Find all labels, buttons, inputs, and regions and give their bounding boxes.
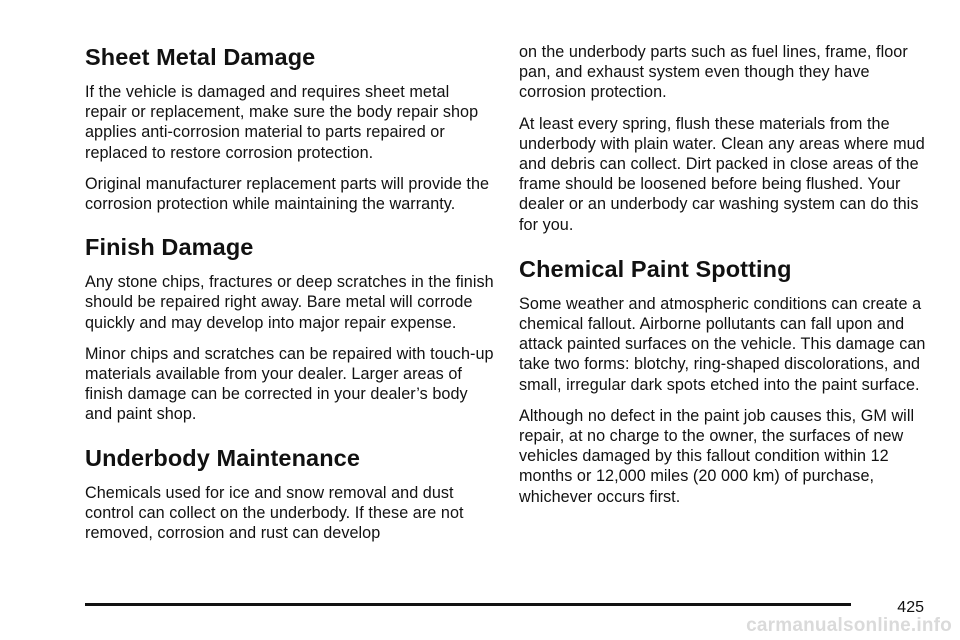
paragraph: Chemicals used for ice and snow removal and dust control can collect on the underbody. If these are not removed, corrosion and rust can develop xyxy=(85,483,464,543)
left-column xyxy=(85,42,495,554)
paragraph: Any stone chips, fractures or deep scratches in the finish should be repaired right away. Bare metal will corrode quickly and may develop into major repair expense. xyxy=(85,273,494,332)
paragraph: At least every spring, flush these materials from the underbody with plain water. Clean any areas where mud and debris can collect. Dirt packed in close areas of the frame should be loosened before being flushed. Your dealer or an underbody car washing system can do this for you. xyxy=(519,114,925,234)
section-heading: Finish Damage xyxy=(85,234,254,261)
right-column xyxy=(519,42,929,518)
section-underbody-continuation xyxy=(519,42,929,235)
section-heading: Sheet Metal Damage xyxy=(85,44,316,70)
page-number: 425 xyxy=(897,599,924,616)
paragraph: Although no defect in the paint job causes this, GM will repair, at no charge to the owner, the surfaces of new vehicles damaged by this fallout condition within 12 months or 12,000 miles (20 000 km) of purchase, whichever occurs first. xyxy=(519,406,915,506)
watermark: carmanualsonline.info xyxy=(746,615,952,636)
footer-rule xyxy=(85,603,851,606)
section-heading: Underbody Maintenance xyxy=(85,444,361,471)
paragraph: Minor chips and scratches can be repaired with touch-up materials available from your dealer. Larger areas of finish damage can be corrected in your dealer’s body and paint shop. xyxy=(85,344,494,424)
section-heading: Chemical Paint Spotting xyxy=(519,255,792,282)
paragraph: on the underbody parts such as fuel lines, frame, floor pan, and exhaust system even though they have corrosion protection. xyxy=(519,43,908,102)
paragraph: Some weather and atmospheric conditions can create a chemical fallout. Airborne pollutants can fall upon and attack painted surfaces on the vehicle. This damage can take two forms: blotchy, ring-shaped discolorations, and small, irregular dark spots etched into the paint surface. xyxy=(519,294,926,394)
section-finish-damage xyxy=(85,232,495,424)
section-chemical-paint-spotting xyxy=(519,254,929,507)
paragraph: Original manufacturer replacement parts will provide the corrosion protection while maintaining the warranty. xyxy=(85,174,490,214)
paragraph: If the vehicle is damaged and requires sheet metal repair or replacement, make sure the body repair shop applies anti-corrosion material to parts repaired or replaced to restore corrosion protection. xyxy=(85,83,479,162)
section-underbody-maintenance xyxy=(85,443,495,544)
section-sheet-metal-damage xyxy=(85,42,495,214)
